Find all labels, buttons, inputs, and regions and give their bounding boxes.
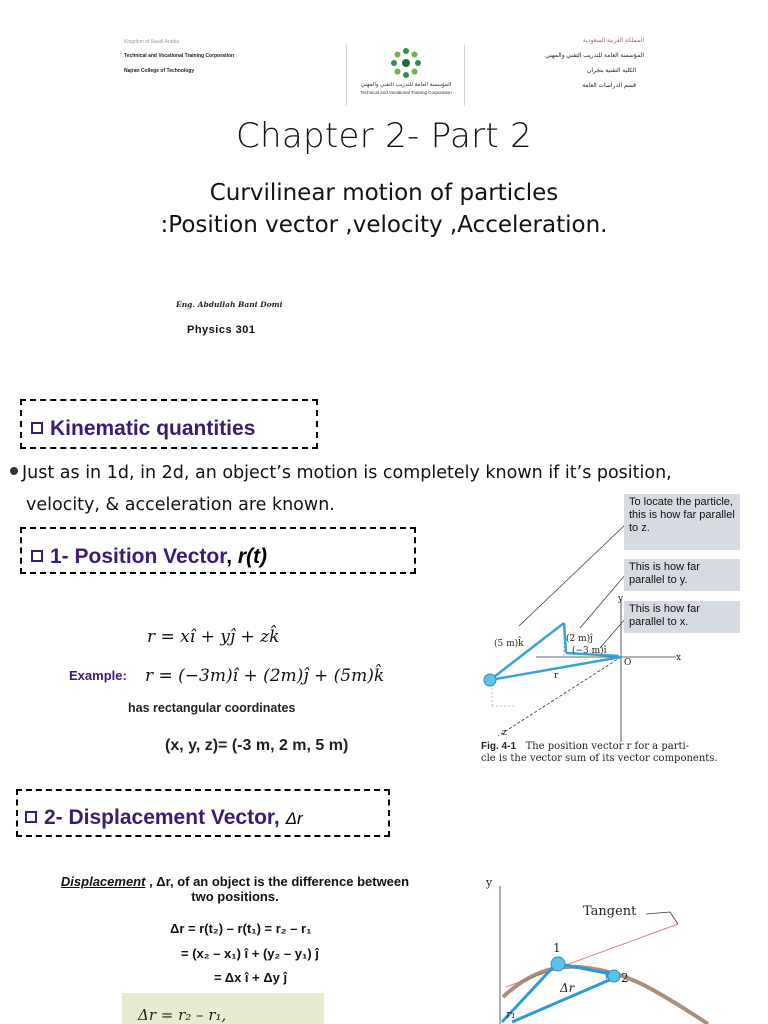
disp-label-dr: Δr (560, 981, 575, 995)
bullet-line-1 (10, 463, 672, 483)
displacement-description (30, 874, 440, 904)
figure-caption-label: Fig. 4-1 (481, 741, 517, 752)
particle-icon (484, 674, 496, 686)
figure-caption-text-1: The position vector r for a parti- (525, 741, 690, 752)
tvtc-logo-icon (351, 44, 461, 106)
header-divider-right (464, 44, 465, 106)
example-label: Example: (69, 668, 127, 683)
boxed-displacement-equation (122, 993, 324, 1024)
header-country-ar: المملكة العربية السعودية (582, 38, 644, 44)
displacement-figure (478, 872, 768, 1024)
label-2m: (2 m)ĵ (566, 634, 593, 644)
kinematic-heading (31, 417, 255, 441)
bullet-line-2: velocity, & acceleration are known. (26, 495, 335, 515)
label-neg3m: (−3 m)î (572, 646, 607, 656)
position-heading-symbol: r(t) (237, 545, 268, 568)
leader-line-z (519, 524, 626, 626)
header-college-ar: الكلية التقنية بنجران (586, 68, 636, 74)
position-heading-text: 1- Position Vector (50, 545, 227, 568)
particle-path (503, 967, 708, 1024)
author-name: Eng. Abdullah Bani Domi (176, 300, 283, 309)
displacement-heading-symbol: Δr (285, 809, 303, 828)
checkbox-bullet-icon (31, 422, 43, 434)
checkbox-bullet-icon (25, 811, 37, 823)
z-component-vector (490, 623, 564, 680)
position-equation: r = xî + yĵ + zk̂ (147, 627, 280, 647)
label-axis-y: y (618, 594, 624, 604)
bullet-text-1: Just as in 1d, in 2d, an object’s motion is completely known if it’s position, (22, 463, 672, 483)
label-r: r (554, 671, 559, 681)
displacement-equation-1: Δr = r(t₂) – r(t₁) = r₂ – r₁ (170, 921, 312, 936)
header-divider-left (346, 44, 347, 106)
chapter-title: Chapter 2- Part 2 (235, 116, 533, 156)
callout-x: This is how far parallel to x. (624, 601, 740, 633)
header-org-en: Technical and Vocational Training Corporation (124, 53, 235, 59)
label-axis-x: x (676, 653, 682, 663)
point-1-icon (551, 957, 565, 971)
point-2-icon (608, 970, 620, 982)
boxed-equation-text: Δr = r₂ – r₁, (138, 1006, 227, 1024)
header-college-en: Najran College of Technology (124, 68, 195, 74)
label-axis-z: z (502, 728, 507, 738)
disp-label-pt1: 1 (553, 941, 561, 955)
position-heading (31, 545, 267, 569)
header-country-en: Kingdom of Saudi Arabia (124, 39, 180, 45)
example-equation: r = (−3m)î + (2m)ĵ + (5m)k̂ (145, 666, 385, 686)
label-5m: (5 m)k̂ (494, 639, 524, 649)
label-origin: O (624, 658, 632, 668)
displacement-term: Displacement (60, 874, 146, 889)
disp-label-pt2: 2 (621, 971, 629, 985)
displacement-equation-2: = (x₂ – x₁) î + (y₂ – y₁) ĵ (181, 946, 319, 961)
subtitle-line-2: :Position vector ,velocity ,Acceleration. (160, 212, 608, 238)
checkbox-bullet-icon (31, 550, 43, 562)
rect-coords-text: has rectangular coordinates (128, 701, 296, 715)
callout-z: To locate the particle, this is how far parallel to z. (624, 494, 740, 550)
callout-y: This is how far parallel to y. (624, 559, 740, 591)
figure-caption (481, 741, 718, 765)
course-code: Physics 301 (187, 324, 256, 336)
kinematic-heading-text: Kinematic quantities (50, 417, 256, 440)
displacement-heading (25, 806, 303, 830)
displacement-desc-line-1: , Δr, of an object is the difference between (145, 874, 410, 889)
xyz-coordinates: (x, y, z)= (-3 m, 2 m, 5 m) (165, 737, 349, 754)
disp-label-y: y (486, 876, 493, 889)
displacement-heading-text: 2- Displacement Vector, (44, 806, 280, 829)
disp-label-tangent: Tangent (583, 904, 637, 919)
displacement-desc-line-2: two positions. (191, 889, 279, 904)
header-org-ar: المؤسسة العامة للتدريب التقني والمهني (545, 53, 644, 59)
logo-text-ar: المؤسسة العامة للتدريب التقني والمهني (360, 82, 452, 88)
logo-text-en: Technical and Vocational Training Corporation (360, 90, 452, 95)
subtitle-line-1: Curvilinear motion of particles (209, 180, 559, 206)
figure-caption-text-2: cle is the vector sum of its vector components. (481, 753, 718, 764)
displacement-equation-3: = Δx î + Δy ĵ (214, 970, 288, 985)
leader-line-x (600, 618, 626, 648)
position-heading-separator: , (226, 545, 238, 568)
tvtc-logo (351, 44, 461, 106)
bullet-dot-icon (10, 467, 18, 475)
disp-label-r1: r₁ (506, 1008, 516, 1021)
header-dept-ar: قسم الدراسات العامة (582, 83, 636, 89)
